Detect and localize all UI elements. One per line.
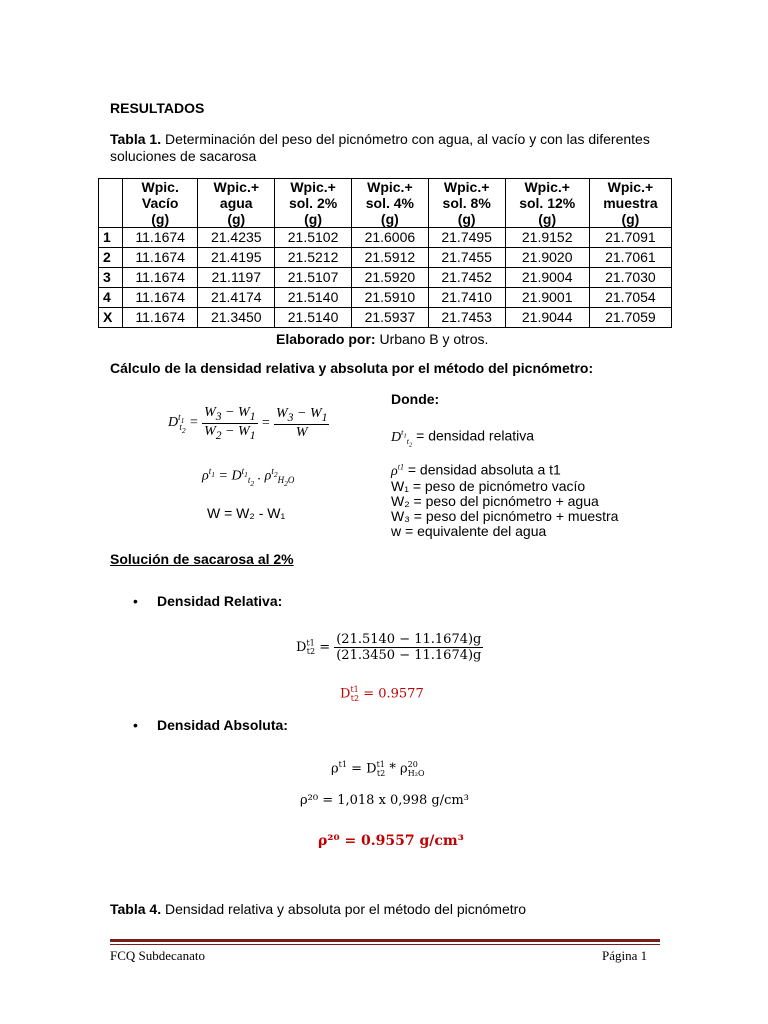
absolute-density-formula-2: $\rho^{t1} = D^{t1}_{t2} * \rho^{20}_{H_2O}$ (331, 760, 425, 778)
table-cell: 21.9004 (505, 268, 589, 288)
absolute-density-formula: $\rho^{t_1} = D^{t_1}_{t_2}$ . $\rho^{t_2}_{H_2O}$ (202, 466, 295, 489)
table-cell: 21.7455 (428, 248, 505, 268)
relative-density-formula: $D^{t_1}_{t_2}$ = $\frac{W_3 - W_1}{W_2 - W_1}$ = $\frac{W_3 - W_1}{W}$ (168, 405, 328, 442)
table-cell: 21.5140 (275, 308, 352, 328)
footer-left: FCQ Subdecanato (110, 948, 205, 963)
header-muestra: Wpic.+ muestra (g) (589, 179, 671, 228)
row-label: X (99, 308, 123, 328)
table-cell: 21.7452 (428, 268, 505, 288)
relative-density-heading: Densidad Relativa: (157, 593, 283, 609)
legend-item: W₁ = peso de picnómetro vacío (391, 477, 586, 494)
footer-divider-thin (110, 944, 660, 945)
table-cell: 11.1674 (123, 248, 198, 268)
header-agua: Wpic.+ agua (g) (198, 179, 275, 228)
table-cell: 21.7453 (428, 308, 505, 328)
donde-title: Donde: (391, 391, 440, 407)
absolute-density-calc: ρ²⁰ = 1,018 x 0,998 g/cm³ (300, 793, 469, 808)
relative-density-calc: $D^{t1}_{t2}$ = $\frac{(21.5140 - 11.1674)g}{(21.3450 - 11.1674)g}$ (296, 632, 482, 663)
legend-item: W₂ = peso del picnómetro + agua (391, 492, 599, 509)
table-cell: 21.5212 (275, 248, 352, 268)
table-cell: 21.3450 (198, 308, 275, 328)
table-row (99, 288, 672, 308)
header-corner (99, 179, 123, 228)
table4-label: Tabla 4. (110, 901, 162, 917)
table-cell: 21.7061 (589, 248, 671, 268)
header-sol8: Wpic.+ sol. 8% (g) (428, 179, 505, 228)
table-cell: 21.9152 (505, 228, 589, 248)
row-label: 3 (99, 268, 123, 288)
table-cell: 11.1674 (123, 268, 198, 288)
table1-caption-text: Determinación del peso del picnómetro con agua, al vacío y con las diferentes soluciones de sacarosa (110, 131, 650, 164)
table-cell: 21.5920 (351, 268, 428, 288)
source-value: Urbano B y otros. (379, 331, 489, 347)
table-cell: 11.1674 (123, 308, 198, 328)
table4-caption-text: Densidad relativa y absoluta por el método del picnómetro (164, 901, 527, 917)
w-definition: W = W₂ - W₁ (207, 505, 286, 521)
header-vacio: Wpic. Vacío (g) (123, 179, 198, 228)
table-cell: 21.4235 (198, 228, 275, 248)
bullet-icon: • (133, 593, 138, 609)
table-row (99, 228, 672, 248)
row-label: 2 (99, 248, 123, 268)
source-label: Elaborado por: (276, 331, 376, 347)
table-header-row (99, 179, 672, 228)
table-row (99, 268, 672, 288)
table-cell: 21.5937 (351, 308, 428, 328)
table4-caption (110, 901, 526, 917)
legend-item: w = equivalente del agua (391, 522, 547, 539)
table-cell: 21.5912 (351, 248, 428, 268)
legend-item: $D^{t_1}_{t_2}$ = densidad relativa (391, 427, 535, 450)
header-sol2: Wpic.+ sol. 2% (g) (275, 179, 352, 228)
table-cell: 21.4195 (198, 248, 275, 268)
table1-caption (110, 131, 670, 165)
sol2-heading: Solución de sacarosa al 2% (110, 551, 294, 567)
legend-item: W₃ = peso del picnómetro + muestra (391, 507, 619, 524)
table-cell: 21.9020 (505, 248, 589, 268)
footer-page-number: Página 1 (602, 948, 648, 963)
table-cell: 21.7091 (589, 228, 671, 248)
table1-label: Tabla 1. (110, 131, 162, 147)
table-row (99, 248, 672, 268)
table-cell: 21.1197 (198, 268, 275, 288)
header-sol12: Wpic.+ sol. 12% (g) (505, 179, 589, 228)
table-cell: 21.7030 (589, 268, 671, 288)
table-cell: 21.7054 (589, 288, 671, 308)
row-label: 1 (99, 228, 123, 248)
relative-density-result: $D^{t1}_{t2} = 0.9577$ (340, 685, 424, 703)
footer-divider (110, 939, 660, 942)
absolute-density-result: ρ²⁰ = 0.9557 g/cm³ (318, 833, 464, 849)
table-cell: 11.1674 (123, 228, 198, 248)
table-cell: 21.5107 (275, 268, 352, 288)
table-cell: 21.7059 (589, 308, 671, 328)
table-cell: 21.6006 (351, 228, 428, 248)
table1-source (276, 331, 488, 347)
table-cell: 21.5140 (275, 288, 352, 308)
row-label: 4 (99, 288, 123, 308)
absolute-density-heading: Densidad Absoluta: (157, 717, 288, 733)
table-cell: 11.1674 (123, 288, 198, 308)
bullet-icon: • (133, 717, 138, 733)
header-sol4: Wpic.+ sol. 4% (g) (351, 179, 428, 228)
table-cell: 21.4174 (198, 288, 275, 308)
section-heading: RESULTADOS (110, 100, 205, 116)
table-cell: 21.9044 (505, 308, 589, 328)
legend-item: $\rho^{t1}$ = densidad absoluta a t1 (391, 461, 561, 479)
table-row (99, 308, 672, 328)
table-cell: 21.5102 (275, 228, 352, 248)
table-cell: 21.7410 (428, 288, 505, 308)
table-cell: 21.9001 (505, 288, 589, 308)
table-cell: 21.7495 (428, 228, 505, 248)
table-cell: 21.5910 (351, 288, 428, 308)
calc-heading: Cálculo de la densidad relativa y absoluta por el método del picnómetro: (110, 360, 594, 376)
table1 (98, 178, 672, 328)
donde-legend (391, 425, 618, 539)
